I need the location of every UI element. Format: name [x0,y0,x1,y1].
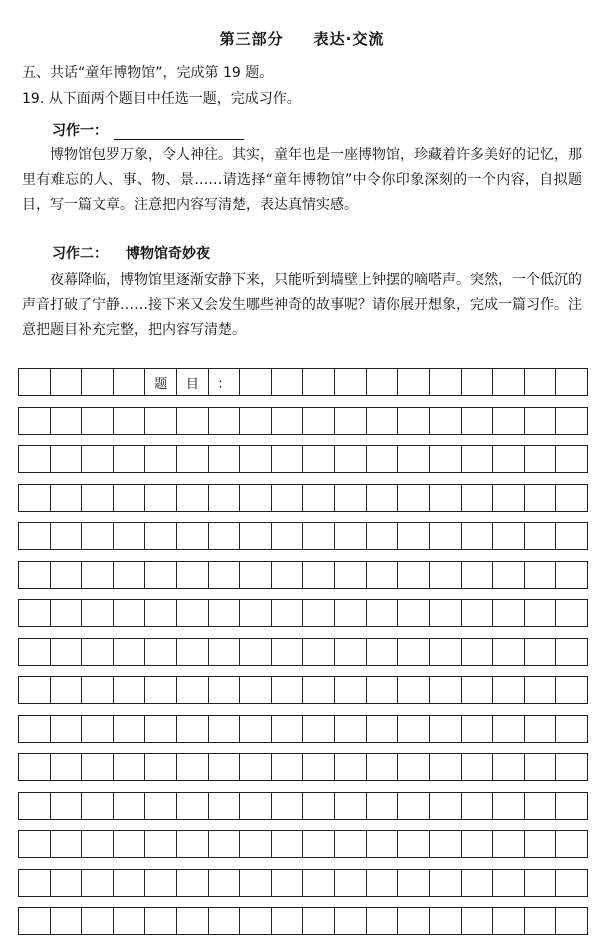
grid-cell[interactable] [398,523,430,549]
prompt-1-heading [52,120,244,140]
grid-cell[interactable] [303,870,335,896]
prompt-2-topic: 博物馆奇妙夜 [126,246,210,262]
grid-cell[interactable] [114,600,146,626]
grid-cell[interactable] [462,562,494,588]
grid-cell[interactable] [493,408,525,434]
grid-cell[interactable] [367,485,399,511]
grid-row [18,830,588,858]
grid-cell[interactable] [114,677,146,703]
grid-cell[interactable] [51,831,83,857]
grid-cell[interactable] [209,639,241,665]
grid-cell[interactable] [51,677,83,703]
grid-cell[interactable] [209,677,241,703]
grid-cell[interactable] [114,562,146,588]
grid-cell[interactable] [177,523,209,549]
grid-cell[interactable] [462,600,494,626]
grid-cell[interactable] [430,639,462,665]
grid-cell[interactable] [240,523,272,549]
grid-cell[interactable] [114,716,146,742]
grid-cell[interactable] [462,639,494,665]
prompt-1-text: 博物馆包罗万象，令人神往。其实，童年也是一座博物馆，珍藏着许多美好的记忆，那里有难忘的人、事、物、景……请选择“童年博物馆”中令你印象深刻的一个内容，自拟题目，写一篇文章。注意把内容写清楚，表达真情实感。 [22,147,582,213]
grid-cell[interactable] [525,831,557,857]
grid-cell[interactable] [556,562,588,588]
grid-cell[interactable] [240,369,272,395]
grid-cell[interactable] [335,408,367,434]
grid-cell[interactable] [335,716,367,742]
grid-cell[interactable] [82,908,114,934]
grid-cell[interactable] [145,562,177,588]
grid-cell[interactable] [114,870,146,896]
grid-cell[interactable] [82,870,114,896]
grid-cell[interactable] [367,600,399,626]
grid-cell[interactable] [430,908,462,934]
page-title [0,28,604,49]
grid-cell[interactable] [367,369,399,395]
grid-cell[interactable] [272,600,304,626]
grid-cell[interactable] [430,562,462,588]
grid-cell[interactable] [367,831,399,857]
grid-cell[interactable] [209,446,241,472]
grid-cell[interactable] [525,716,557,742]
grid-cell[interactable] [114,639,146,665]
grid-cell[interactable] [462,677,494,703]
grid-cell[interactable] [19,908,51,934]
grid-cell[interactable] [430,369,462,395]
grid-row [18,407,588,435]
grid-cell[interactable] [19,831,51,857]
grid-cell[interactable] [398,639,430,665]
grid-cell[interactable] [240,562,272,588]
grid-cell[interactable] [209,408,241,434]
grid-cell[interactable] [303,408,335,434]
grid-cell[interactable] [525,754,557,780]
grid-row [18,869,588,897]
grid-cell[interactable] [398,369,430,395]
grid-cell[interactable] [51,446,83,472]
grid-cell[interactable] [209,831,241,857]
grid-cell[interactable] [272,562,304,588]
grid-cell[interactable] [367,793,399,819]
grid-cell[interactable] [303,446,335,472]
grid-cell[interactable] [145,908,177,934]
grid-cell[interactable] [51,793,83,819]
part-label: 第三部分 [219,30,284,48]
prompt-1-label: 习作一： [52,123,108,139]
grid-cell[interactable] [82,369,114,395]
grid-cell[interactable] [240,754,272,780]
grid-cell[interactable] [493,485,525,511]
grid-cell[interactable] [19,793,51,819]
grid-cell[interactable] [177,639,209,665]
grid-cell[interactable] [82,754,114,780]
grid-cell[interactable] [398,793,430,819]
grid-cell[interactable] [114,754,146,780]
grid-cell[interactable] [430,600,462,626]
grid-cell[interactable] [272,408,304,434]
grid-cell[interactable] [335,639,367,665]
grid-cell[interactable] [19,754,51,780]
grid-cell[interactable] [335,523,367,549]
grid-cell[interactable] [82,793,114,819]
grid-cell[interactable] [19,677,51,703]
grid-cell[interactable] [177,908,209,934]
grid-cell[interactable] [240,870,272,896]
grid-cell[interactable] [303,677,335,703]
grid-cell[interactable] [272,369,304,395]
grid-cell[interactable] [335,562,367,588]
grid-cell[interactable] [525,639,557,665]
grid-cell[interactable] [240,408,272,434]
grid-cell[interactable] [145,485,177,511]
grid-cell[interactable] [556,485,588,511]
grid-cell[interactable] [525,485,557,511]
grid-cell[interactable] [556,523,588,549]
grid-row [18,638,588,666]
grid-cell[interactable] [209,793,241,819]
grid-row [18,561,588,589]
grid-cell[interactable] [525,408,557,434]
grid-cell[interactable] [19,523,51,549]
grid-cell[interactable] [82,408,114,434]
grid-cell[interactable] [367,523,399,549]
grid-cell[interactable] [209,908,241,934]
grid-cell[interactable] [303,908,335,934]
grid-cell[interactable] [51,908,83,934]
grid-cell[interactable] [556,716,588,742]
grid-cell[interactable] [556,793,588,819]
grid-cell[interactable] [145,754,177,780]
grid-cell[interactable] [398,870,430,896]
grid-cell[interactable] [272,446,304,472]
grid-cell[interactable] [145,523,177,549]
grid-cell[interactable] [82,562,114,588]
grid-cell[interactable] [272,793,304,819]
grid-cell[interactable] [525,870,557,896]
grid-cell[interactable] [556,754,588,780]
grid-cell[interactable] [430,408,462,434]
grid-cell[interactable] [114,446,146,472]
grid-cell[interactable] [177,562,209,588]
grid-cell[interactable] [114,908,146,934]
grid-cell[interactable] [82,485,114,511]
grid-cell[interactable] [19,446,51,472]
grid-cell[interactable] [145,408,177,434]
grid-cell[interactable] [430,754,462,780]
grid-cell[interactable] [462,754,494,780]
grid-cell[interactable] [335,446,367,472]
grid-cell[interactable] [430,485,462,511]
grid-cell[interactable] [209,600,241,626]
grid-cell[interactable] [51,408,83,434]
grid-cell[interactable] [240,677,272,703]
grid-cell[interactable] [335,485,367,511]
grid-cell[interactable] [367,677,399,703]
grid-cell[interactable] [493,446,525,472]
grid-cell[interactable] [303,831,335,857]
grid-cell[interactable] [493,523,525,549]
grid-cell[interactable] [114,831,146,857]
grid-cell[interactable] [335,754,367,780]
grid-cell[interactable] [240,716,272,742]
grid-cell[interactable] [462,793,494,819]
grid-row [18,676,588,704]
grid-cell[interactable] [114,408,146,434]
grid-cell[interactable] [525,523,557,549]
grid-cell[interactable] [51,600,83,626]
grid-cell[interactable] [493,831,525,857]
question-19: 19. 从下面两个题目中任选一题，完成习作。 [22,91,301,107]
grid-cell[interactable] [462,870,494,896]
grid-cell[interactable] [272,870,304,896]
grid-row [18,599,588,627]
grid-cell[interactable] [303,716,335,742]
grid-cell[interactable] [335,793,367,819]
grid-cell[interactable] [398,716,430,742]
grid-cell[interactable] [145,677,177,703]
grid-cell[interactable] [493,754,525,780]
grid-cell[interactable] [209,870,241,896]
question-5: 五、共话“童年博物馆”，完成第 19 题。 [22,65,274,81]
grid-cell[interactable] [367,716,399,742]
grid-cell[interactable] [209,562,241,588]
grid-cell[interactable] [177,677,209,703]
grid-cell[interactable] [177,408,209,434]
grid-cell[interactable] [493,870,525,896]
grid-cell[interactable] [493,369,525,395]
grid-cell[interactable] [556,677,588,703]
grid-cell[interactable] [19,369,51,395]
grid-cell[interactable] [525,600,557,626]
grid-cell[interactable] [430,446,462,472]
grid-cell[interactable] [303,369,335,395]
grid-cell[interactable] [556,870,588,896]
grid-cell[interactable] [240,600,272,626]
grid-cell[interactable] [335,677,367,703]
grid-cell[interactable] [272,639,304,665]
grid-cell[interactable] [462,716,494,742]
grid-title-char: 题 [145,369,177,395]
grid-cell[interactable] [398,677,430,703]
grid-cell[interactable] [272,908,304,934]
grid-cell[interactable] [493,716,525,742]
grid-cell[interactable] [303,639,335,665]
grid-cell[interactable] [82,639,114,665]
grid-cell[interactable] [114,485,146,511]
grid-row [18,715,588,743]
prompt-2-heading [52,243,210,263]
grid-cell[interactable] [82,446,114,472]
grid-cell[interactable] [19,562,51,588]
grid-cell[interactable] [398,754,430,780]
grid-cell[interactable] [462,408,494,434]
grid-cell[interactable] [493,793,525,819]
grid-cell[interactable] [209,523,241,549]
grid-cell[interactable] [430,523,462,549]
grid-cell[interactable] [556,408,588,434]
grid-cell[interactable] [51,369,83,395]
grid-cell[interactable] [398,600,430,626]
grid-cell[interactable] [51,485,83,511]
grid-cell[interactable] [335,870,367,896]
grid-cell[interactable] [525,369,557,395]
grid-cell[interactable] [493,908,525,934]
grid-cell[interactable] [272,523,304,549]
grid-cell[interactable] [240,485,272,511]
grid-cell[interactable] [272,485,304,511]
grid-cell[interactable] [462,908,494,934]
grid-cell[interactable] [525,562,557,588]
grid-row [18,522,588,550]
grid-cell[interactable] [82,523,114,549]
grid-cell[interactable] [240,908,272,934]
grid-cell[interactable] [177,870,209,896]
grid-cell[interactable] [209,485,241,511]
grid-cell[interactable] [335,600,367,626]
grid-cell[interactable] [430,793,462,819]
grid-cell[interactable] [272,716,304,742]
grid-cell[interactable] [398,446,430,472]
grid-cell[interactable] [272,754,304,780]
grid-cell[interactable] [51,523,83,549]
grid-title-char: 目 [177,369,209,395]
grid-cell[interactable] [462,831,494,857]
grid-cell[interactable] [493,600,525,626]
grid-cell[interactable] [303,600,335,626]
grid-cell[interactable] [114,523,146,549]
grid-cell[interactable] [493,639,525,665]
grid-cell[interactable] [177,485,209,511]
grid-cell[interactable] [398,831,430,857]
grid-cell[interactable] [303,562,335,588]
grid-cell[interactable] [367,908,399,934]
grid-cell[interactable] [145,831,177,857]
grid-cell[interactable] [240,446,272,472]
grid-cell[interactable] [525,793,557,819]
grid-cell[interactable] [462,485,494,511]
grid-cell[interactable] [367,562,399,588]
grid-cell[interactable] [240,793,272,819]
grid-cell[interactable] [525,677,557,703]
grid-cell[interactable] [367,446,399,472]
grid-cell[interactable] [272,831,304,857]
grid-cell[interactable] [177,600,209,626]
grid-cell[interactable] [367,870,399,896]
grid-cell[interactable] [82,831,114,857]
grid-row [18,792,588,820]
grid-cell[interactable] [177,716,209,742]
grid-cell[interactable] [556,446,588,472]
grid-cell[interactable] [177,754,209,780]
grid-cell[interactable] [145,793,177,819]
grid-cell[interactable] [556,600,588,626]
grid-cell[interactable] [209,716,241,742]
grid-cell[interactable] [19,408,51,434]
grid-cell[interactable] [303,754,335,780]
title-blank[interactable] [114,123,244,140]
grid-cell[interactable] [398,485,430,511]
grid-cell[interactable] [462,369,494,395]
prompt-2-text: 夜幕降临，博物馆里逐渐安静下来，只能听到墙壁上钟摆的嘀嗒声。突然，一个低沉的声音打破了宁静……接下来又会发生哪些神奇的故事呢？请你展开想象，完成一篇习作。注意把题目补充完整，把内容写清楚。 [22,272,582,338]
grid-cell[interactable] [240,831,272,857]
grid-row [18,445,588,473]
section-label: 表达·交流 [313,30,385,48]
prompt-2-label: 习作二： [52,246,108,262]
writing-grid [18,368,588,946]
grid-cell[interactable] [430,831,462,857]
grid-cell[interactable] [82,600,114,626]
grid-cell[interactable] [19,639,51,665]
grid-cell[interactable] [367,408,399,434]
grid-cell[interactable] [303,485,335,511]
grid-cell[interactable] [398,908,430,934]
grid-cell[interactable] [145,716,177,742]
grid-row [18,484,588,512]
grid-cell[interactable] [303,793,335,819]
grid-cell[interactable] [51,639,83,665]
grid-cell[interactable] [240,639,272,665]
grid-cell[interactable] [398,562,430,588]
grid-cell[interactable] [430,716,462,742]
grid-cell[interactable] [462,446,494,472]
grid-cell[interactable] [525,908,557,934]
grid-cell[interactable] [430,870,462,896]
grid-cell[interactable] [51,716,83,742]
grid-cell[interactable] [335,908,367,934]
grid-cell[interactable] [430,677,462,703]
grid-cell[interactable] [367,754,399,780]
grid-cell[interactable] [462,523,494,549]
grid-cell[interactable] [19,870,51,896]
grid-cell[interactable] [303,523,335,549]
grid-cell[interactable] [177,446,209,472]
grid-cell[interactable] [209,754,241,780]
grid-cell[interactable] [398,408,430,434]
grid-cell[interactable] [493,677,525,703]
grid-cell[interactable] [82,677,114,703]
grid-cell[interactable] [145,446,177,472]
grid-title-char: ： [209,369,241,395]
grid-cell[interactable] [114,793,146,819]
grid-cell[interactable] [493,562,525,588]
grid-cell[interactable] [145,870,177,896]
grid-cell[interactable] [335,369,367,395]
grid-cell[interactable] [335,831,367,857]
grid-cell[interactable] [556,908,588,934]
grid-cell[interactable] [114,369,146,395]
grid-cell[interactable] [272,677,304,703]
grid-cell[interactable] [556,639,588,665]
grid-cell[interactable] [19,716,51,742]
grid-cell[interactable] [82,716,114,742]
grid-cell[interactable] [177,831,209,857]
grid-cell[interactable] [145,639,177,665]
grid-cell[interactable] [556,831,588,857]
grid-cell[interactable] [145,600,177,626]
grid-cell[interactable] [51,754,83,780]
grid-cell[interactable] [367,639,399,665]
grid-cell[interactable] [556,369,588,395]
grid-cell[interactable] [51,562,83,588]
grid-cell[interactable] [525,446,557,472]
grid-cell[interactable] [177,793,209,819]
grid-cell[interactable] [19,485,51,511]
grid-row [18,753,588,781]
grid-row [18,368,588,396]
grid-row [18,907,588,935]
grid-cell[interactable] [51,870,83,896]
grid-cell[interactable] [19,600,51,626]
